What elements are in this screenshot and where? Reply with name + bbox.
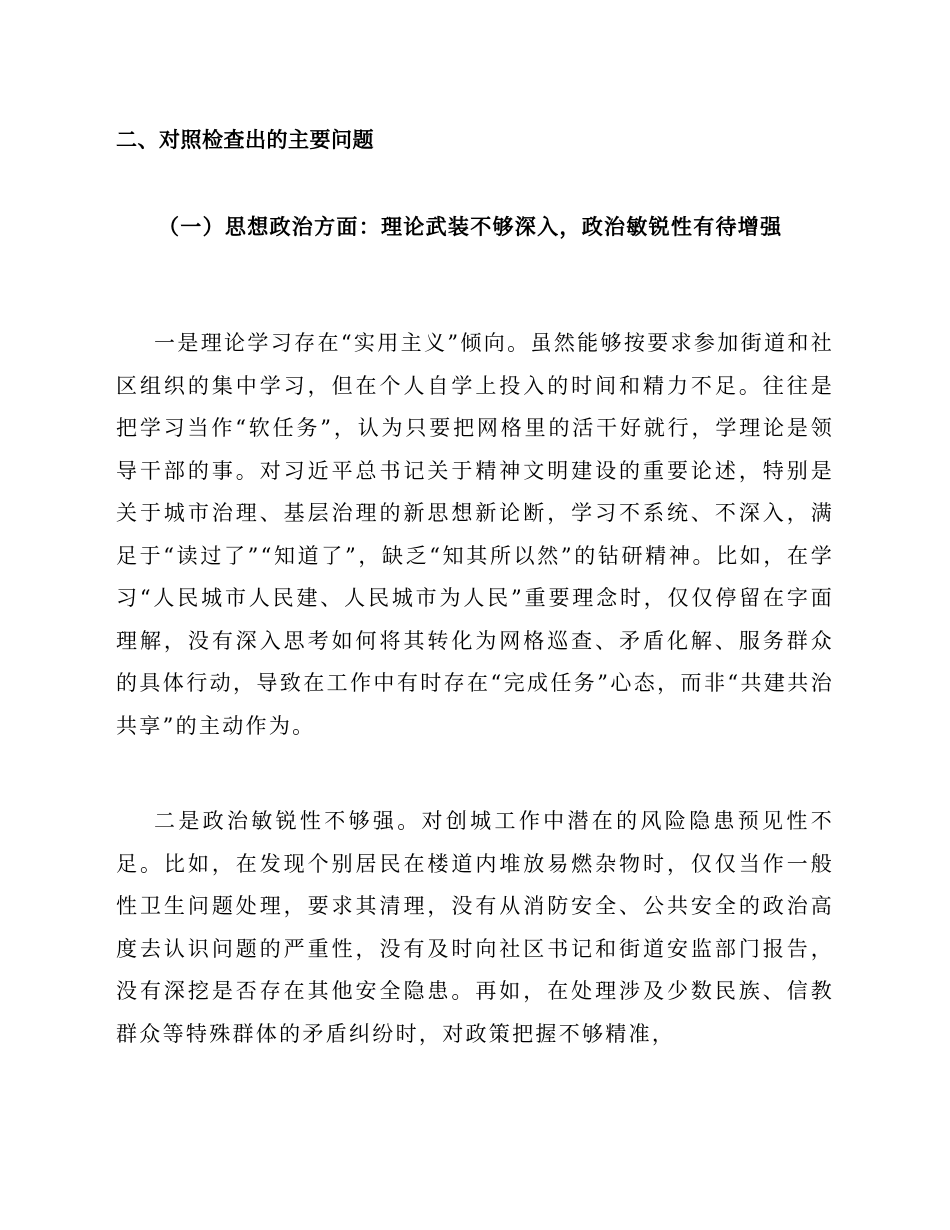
subsection-heading: （一）思想政治方面：理论武装不够深入，政治敏锐性有待增强 bbox=[158, 215, 783, 239]
paragraph-2: 二是政治敏锐性不够强。对创城工作中潜在的风险隐患预见性不足。比如，在发现个别居民在楼道内堆放易燃杂物时，仅仅当作一般性卫生问题处理，要求其清理，没有从消防安全、公共安全的政治高度去认识问题的严重性，没有及时向社区书记和街道安监部门报告，没有深挖是否存在其他安全隐患。再如，在处理涉及少数民族、信教群众等特殊群体的矛盾纠纷时，对政策把握不够精准， bbox=[116, 809, 834, 1046]
section-heading: 二、对照检查出的主要问题 bbox=[116, 128, 374, 152]
paragraph-1: 一是理论学习存在“实用主义”倾向。虽然能够按要求参加街道和社区组织的集中学习，但在个人自学上投入的时间和精力不足。往往是把学习当作“软任务”，认为只要把网格里的活干好就行，学理论是领导干部的事。对习近平总书记关于精神文明建设的重要论述，特别是关于城市治理、基层治理的新思想新论断，学习不系统、不深入，满足于“读过了”“知道了”，缺乏“知其所以然”的钻研精神。比如，在学习“人民城市人民建、人民城市为人民”重要理念时，仅仅停留在字面理解，没有深入思考如何将其转化为网格巡查、矛盾化解、服务群众的具体行动，导致在工作中有时存在“完成任务”心态，而非“共建共治共享”的主动作为。 bbox=[116, 331, 834, 738]
